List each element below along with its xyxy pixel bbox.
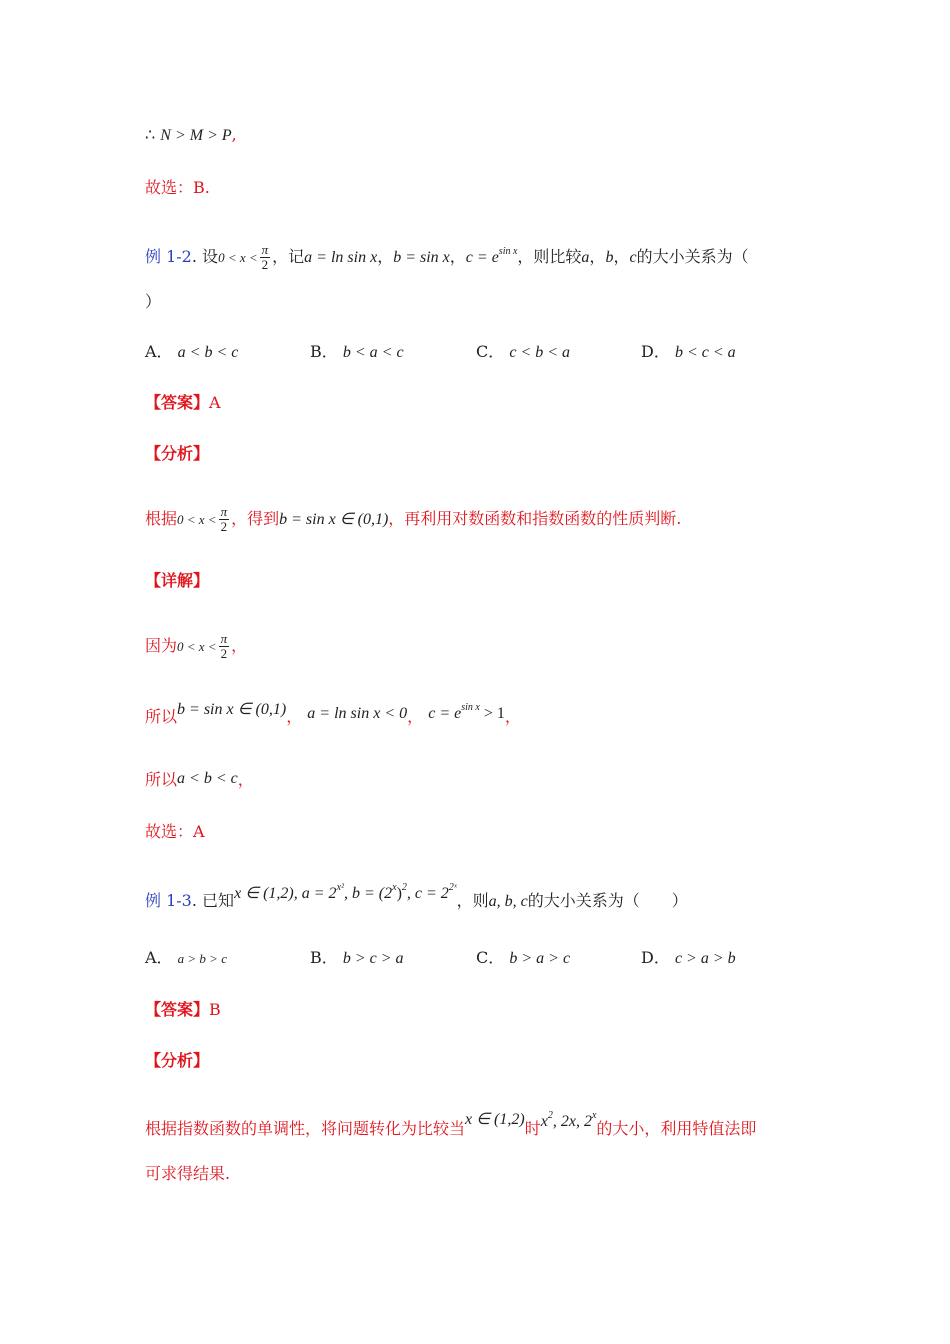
option-d bbox=[641, 340, 736, 365]
question-intro: 已知 bbox=[202, 891, 235, 910]
question-end: 的大小关系为（ ） bbox=[527, 891, 688, 910]
var-c: c bbox=[629, 249, 637, 266]
exponent: sin x bbox=[461, 702, 480, 713]
x-term: x bbox=[540, 1113, 548, 1130]
example-1-2-question bbox=[145, 240, 749, 272]
option-key: A． bbox=[145, 948, 173, 967]
compare-expression bbox=[541, 1111, 597, 1130]
detail-pre: 所以 bbox=[145, 770, 178, 789]
option-c bbox=[476, 946, 570, 971]
label-dot: . bbox=[191, 247, 197, 266]
exponent: sin x bbox=[498, 246, 518, 257]
question-intro: 设 bbox=[202, 247, 219, 266]
question-close-paren: ） bbox=[145, 292, 162, 311]
option-a bbox=[145, 340, 238, 365]
choice-line: 故选：B. bbox=[145, 178, 210, 197]
detail-line-3 bbox=[145, 768, 254, 793]
condition-expression bbox=[234, 883, 457, 902]
variables: a, b, c bbox=[488, 893, 528, 910]
option-key: D． bbox=[641, 948, 670, 967]
option-key: A． bbox=[145, 342, 173, 361]
fraction-numerator: π bbox=[220, 504, 228, 519]
label-dot: . bbox=[191, 891, 197, 910]
var-b: b bbox=[605, 249, 614, 266]
example-label: 例 1-3 bbox=[145, 891, 192, 910]
question-end: 的大小关系为（ bbox=[636, 247, 749, 266]
answer-tag: 【答案】 bbox=[145, 393, 210, 412]
detail-line-1 bbox=[145, 632, 247, 661]
analysis-mid: 时 bbox=[524, 1119, 541, 1138]
exponent: x bbox=[591, 1110, 597, 1121]
option-key: C． bbox=[476, 342, 505, 361]
fraction-denominator: 2 bbox=[261, 257, 269, 272]
answer-tag: 【答案】 bbox=[145, 1000, 210, 1019]
option-value: c < b < a bbox=[509, 344, 571, 361]
other-terms: , 2x, 2 bbox=[552, 1113, 592, 1130]
c-greater-one bbox=[428, 703, 505, 722]
fraction-denominator: 2 bbox=[220, 646, 228, 661]
detail-pre: 所以 bbox=[145, 707, 178, 726]
inequality: 0 < x < bbox=[177, 512, 217, 527]
question-tail: ，则比较 bbox=[517, 247, 582, 266]
pi-over-2-fraction bbox=[219, 632, 230, 661]
option-value: b > c > a bbox=[342, 950, 404, 967]
exponent: 2 bbox=[401, 882, 407, 893]
b-definition: b = sin x bbox=[393, 249, 450, 266]
trailing-comma: , bbox=[231, 125, 237, 144]
separator: ， bbox=[449, 247, 466, 266]
fraction-numerator: π bbox=[220, 631, 228, 646]
pi-over-2-fraction bbox=[219, 505, 230, 534]
option-key: B． bbox=[310, 342, 338, 361]
fraction-numerator: π bbox=[261, 242, 269, 257]
analysis-mid: ，得到 bbox=[231, 509, 280, 528]
option-key: B． bbox=[310, 948, 338, 967]
order-expression: a < b < c bbox=[177, 770, 238, 787]
answer-value: A bbox=[209, 393, 221, 412]
therefore-symbol: ∴ bbox=[145, 125, 156, 144]
analysis-line-2: 可求得结果. bbox=[145, 1164, 231, 1183]
c-comparison: > 1 bbox=[479, 705, 505, 722]
exponent: x bbox=[392, 882, 397, 893]
separator: ， bbox=[377, 247, 394, 266]
analysis-expression: b = sin x ∈ (0,1) bbox=[279, 511, 389, 528]
option-b bbox=[310, 340, 404, 365]
option-value: b < a < c bbox=[342, 344, 404, 361]
x-range: x ∈ (1,2) bbox=[465, 1111, 525, 1128]
choice-line-2: 故选：A bbox=[145, 822, 205, 841]
question-tail: ，则 bbox=[456, 891, 489, 910]
option-b bbox=[310, 946, 404, 971]
detail-pre: 因为 bbox=[145, 636, 178, 655]
var-a: a bbox=[581, 249, 590, 266]
question-mid: ，记 bbox=[272, 247, 305, 266]
option-c bbox=[476, 340, 570, 365]
condition-a: x ∈ (1,2), a = 2 bbox=[234, 885, 337, 902]
example-1-3-question bbox=[145, 884, 688, 914]
exponent: x² bbox=[336, 882, 344, 893]
option-d bbox=[641, 946, 736, 971]
exponent: 2 bbox=[547, 1110, 553, 1121]
a-negative: a = ln sin x < 0 bbox=[307, 705, 408, 722]
option-value: b > a > c bbox=[509, 950, 571, 967]
pi-over-2-fraction bbox=[260, 243, 271, 272]
detail-tag: 【详解】 bbox=[145, 571, 210, 590]
analysis-tag: 【分析】 bbox=[145, 1051, 210, 1070]
conclusion-line bbox=[145, 123, 237, 148]
option-a bbox=[145, 946, 227, 971]
option-value: c > a > b bbox=[674, 950, 736, 967]
inequality: 0 < x < bbox=[177, 639, 217, 654]
answer-line bbox=[145, 391, 221, 415]
analysis-pre: 根据指数函数的单调性，将问题转化为比较当 bbox=[145, 1119, 466, 1138]
paren: ) bbox=[396, 885, 402, 902]
separator: ， bbox=[231, 636, 248, 655]
option-value: a > b > c bbox=[177, 951, 227, 966]
answer-value: B bbox=[209, 1000, 221, 1019]
option-key: D． bbox=[641, 342, 670, 361]
analysis-tail: 的大小，利用特值法即 bbox=[596, 1119, 757, 1138]
b-range: b = sin x ∈ (0,1) bbox=[177, 701, 287, 718]
separator: ， bbox=[237, 770, 254, 789]
separator: ， bbox=[613, 247, 630, 266]
inequality: 0 < x < bbox=[218, 250, 258, 265]
analysis-tag: 【分析】 bbox=[145, 444, 210, 463]
c-definition: c = e bbox=[465, 249, 499, 266]
analysis-tail: ，再利用对数函数和指数函数的性质判断. bbox=[388, 509, 682, 528]
analysis-pre: 根据 bbox=[145, 509, 178, 528]
separator: ， bbox=[504, 707, 521, 726]
condition-c: , c = 2 bbox=[406, 885, 449, 902]
exponent: 2ˣ bbox=[448, 882, 457, 893]
c-base: c = e bbox=[428, 705, 462, 722]
separator: ， bbox=[286, 707, 303, 726]
option-key: C． bbox=[476, 948, 505, 967]
separator: ， bbox=[407, 707, 424, 726]
inequality-chain: N > M > P bbox=[160, 127, 232, 144]
a-definition: a = ln sin x bbox=[304, 249, 378, 266]
analysis-line bbox=[145, 505, 681, 534]
option-value: b < c < a bbox=[674, 344, 736, 361]
fraction-denominator: 2 bbox=[220, 519, 228, 534]
analysis-line-1 bbox=[145, 1112, 756, 1142]
answer-line bbox=[145, 998, 221, 1022]
example-label: 例 1-2 bbox=[145, 247, 192, 266]
condition-b: , b = (2 bbox=[344, 885, 393, 902]
separator: ， bbox=[589, 247, 606, 266]
option-value: a < b < c bbox=[177, 344, 239, 361]
detail-line-2 bbox=[145, 700, 521, 730]
